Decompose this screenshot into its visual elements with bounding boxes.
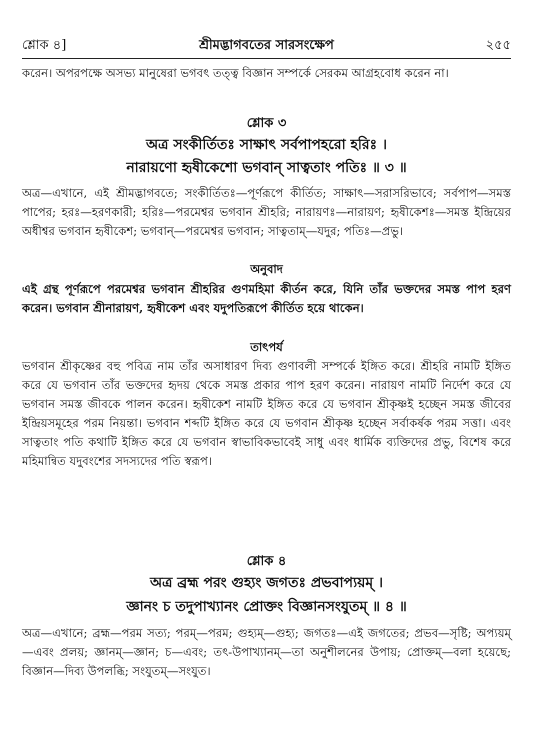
- sloka-4-synonyms: অত্র—এখানে; ব্রহ্ম—পরম সত্য; পরম্—পরম; গুহ্যম্—গুহ্য; জগতঃ—এই জগতের; প্রভব—সৃষ্টি; অপ্যয়ম্—এবং প্রলয়; জ্ঞানম্—জ্ঞান; চ—এবং; তৎ-উপাখ্যানম্—তা অনুশীলনের উপায়; প্রোক্তম্—বলা হয়েছে; বিজ্ঞান—দিব্য উপলব্ধি; সংযুতম্—সংযুত।: [22, 626, 511, 678]
- header-title: শ্রীমদ্ভাগবতের সারসংক্ষেপ: [199, 38, 334, 53]
- sloka-3-synonyms: অত্র—এখানে, এই শ্রীমদ্ভাগবতে; সংকীর্তিতঃ—পূর্ণরূপে কীর্তিত; সাক্ষাৎ—সরাসরিভাবে; সর্বপাপ—সমস্ত পাপের; হরঃ—হরণকারী; হরিঃ—পরমেশ্বর ভগবান শ্রীহরি; নারায়ণঃ—নারায়ণ; হৃষীকেশঃ—সমস্ত ইন্দ্রিয়ের অধীশ্বর ভগবান হৃষীকেশ; ভগবান্—পরমেশ্বর ভগবান; সাত্বতাম্—যদুর; পতিঃ—প্রভু।: [22, 186, 511, 238]
- sloka-3-translation: এই গ্রন্থ পূর্ণরূপে পরমেশ্বর ভগবান শ্রীহরির গুণমহিমা কীর্তন করে, যিনি তাঁর ভক্তদের সমস্ত পাপ হরণ করেন। ভগবান শ্রীনারায়ণ, হৃষীকেশ এবং যদুপতিরূপে কীর্তিত হয়ে থাকেন।: [22, 282, 511, 315]
- sloka-3-line-1: অত্র সংকীর্তিতঃ সাক্ষাৎ সর্বপাপহরো হরিঃ ।: [146, 137, 387, 153]
- sloka-3-heading: শ্লোক ৩: [246, 116, 287, 131]
- sloka-4-line-2: জ্ঞানং চ তদুপাখ্যানং প্রোক্তং বিজ্ঞানসংযুতম্ ॥ ৪ ॥: [126, 599, 407, 615]
- header-verse-ref: শ্লোক ৪]: [22, 38, 67, 53]
- sloka-3-line-2: নারায়ণো হৃষীকেশো ভগবান্ সাত্বতাং পতিঃ ॥ ৩ ॥: [126, 160, 407, 176]
- sloka-3-purport-heading: তাৎপর্য: [250, 340, 283, 354]
- sloka-3-translation-heading: অনুবাদ: [250, 262, 283, 276]
- sloka-4-line-1: অত্র ব্রহ্ম পরং গুহ্যং জগতঃ প্রভবাপ্যয়ম্ ।: [149, 575, 384, 591]
- sloka-4-heading: শ্লোক ৪: [246, 554, 287, 569]
- running-header: [22, 36, 511, 56]
- sloka-3-purport: ভগবান শ্রীকৃষ্ণের বহু পবিত্র নাম তাঁর অসাধারণ দিব্য গুণাবলী সম্পর্কে ইঙ্গিত করে। শ্রীহরি নামটি ইঙ্গিত করে যে ভগবান তাঁর ভক্তদের হৃদয় থেকে সমস্ত প্রকার পাপ হরণ করেন। নারায়ণ নামটি নির্দেশ করে যে ভগবান সমস্ত জীবকে পালন করেন। হৃষীকেশ নামটি ইঙ্গিত করে যে ভগবান শ্রীকৃষ্ণই হচ্ছেন সমস্ত জীবের ইন্দ্রিয়সমূহের পরম নিয়ন্তা। ভগবান শব্দটি ইঙ্গিত করে যে ভগবান শ্রীকৃষ্ণ হচ্ছেন সর্বাকর্ষক পরম সত্তা। এবং সাত্বতাং পতি কথাটি ইঙ্গিত করে যে ভগবান স্বাভাবিকভাবেই সাধু এবং ধার্মিক ব্যক্তিদের প্রভু, বিশেষ করে মহিমান্বিত যদুবংশের সদস্যদের পতি স্বরূপ।: [22, 359, 511, 468]
- page-number: ২৫৫: [485, 38, 511, 53]
- header-rule: [22, 58, 511, 59]
- intro-paragraph: করেন। অপরপক্ষে অসভ্য মানুষেরা ভগবৎ তত্ত্ব বিজ্ঞান সম্পর্কে সেরকম আগ্রহবোধ করেন না।: [22, 66, 449, 80]
